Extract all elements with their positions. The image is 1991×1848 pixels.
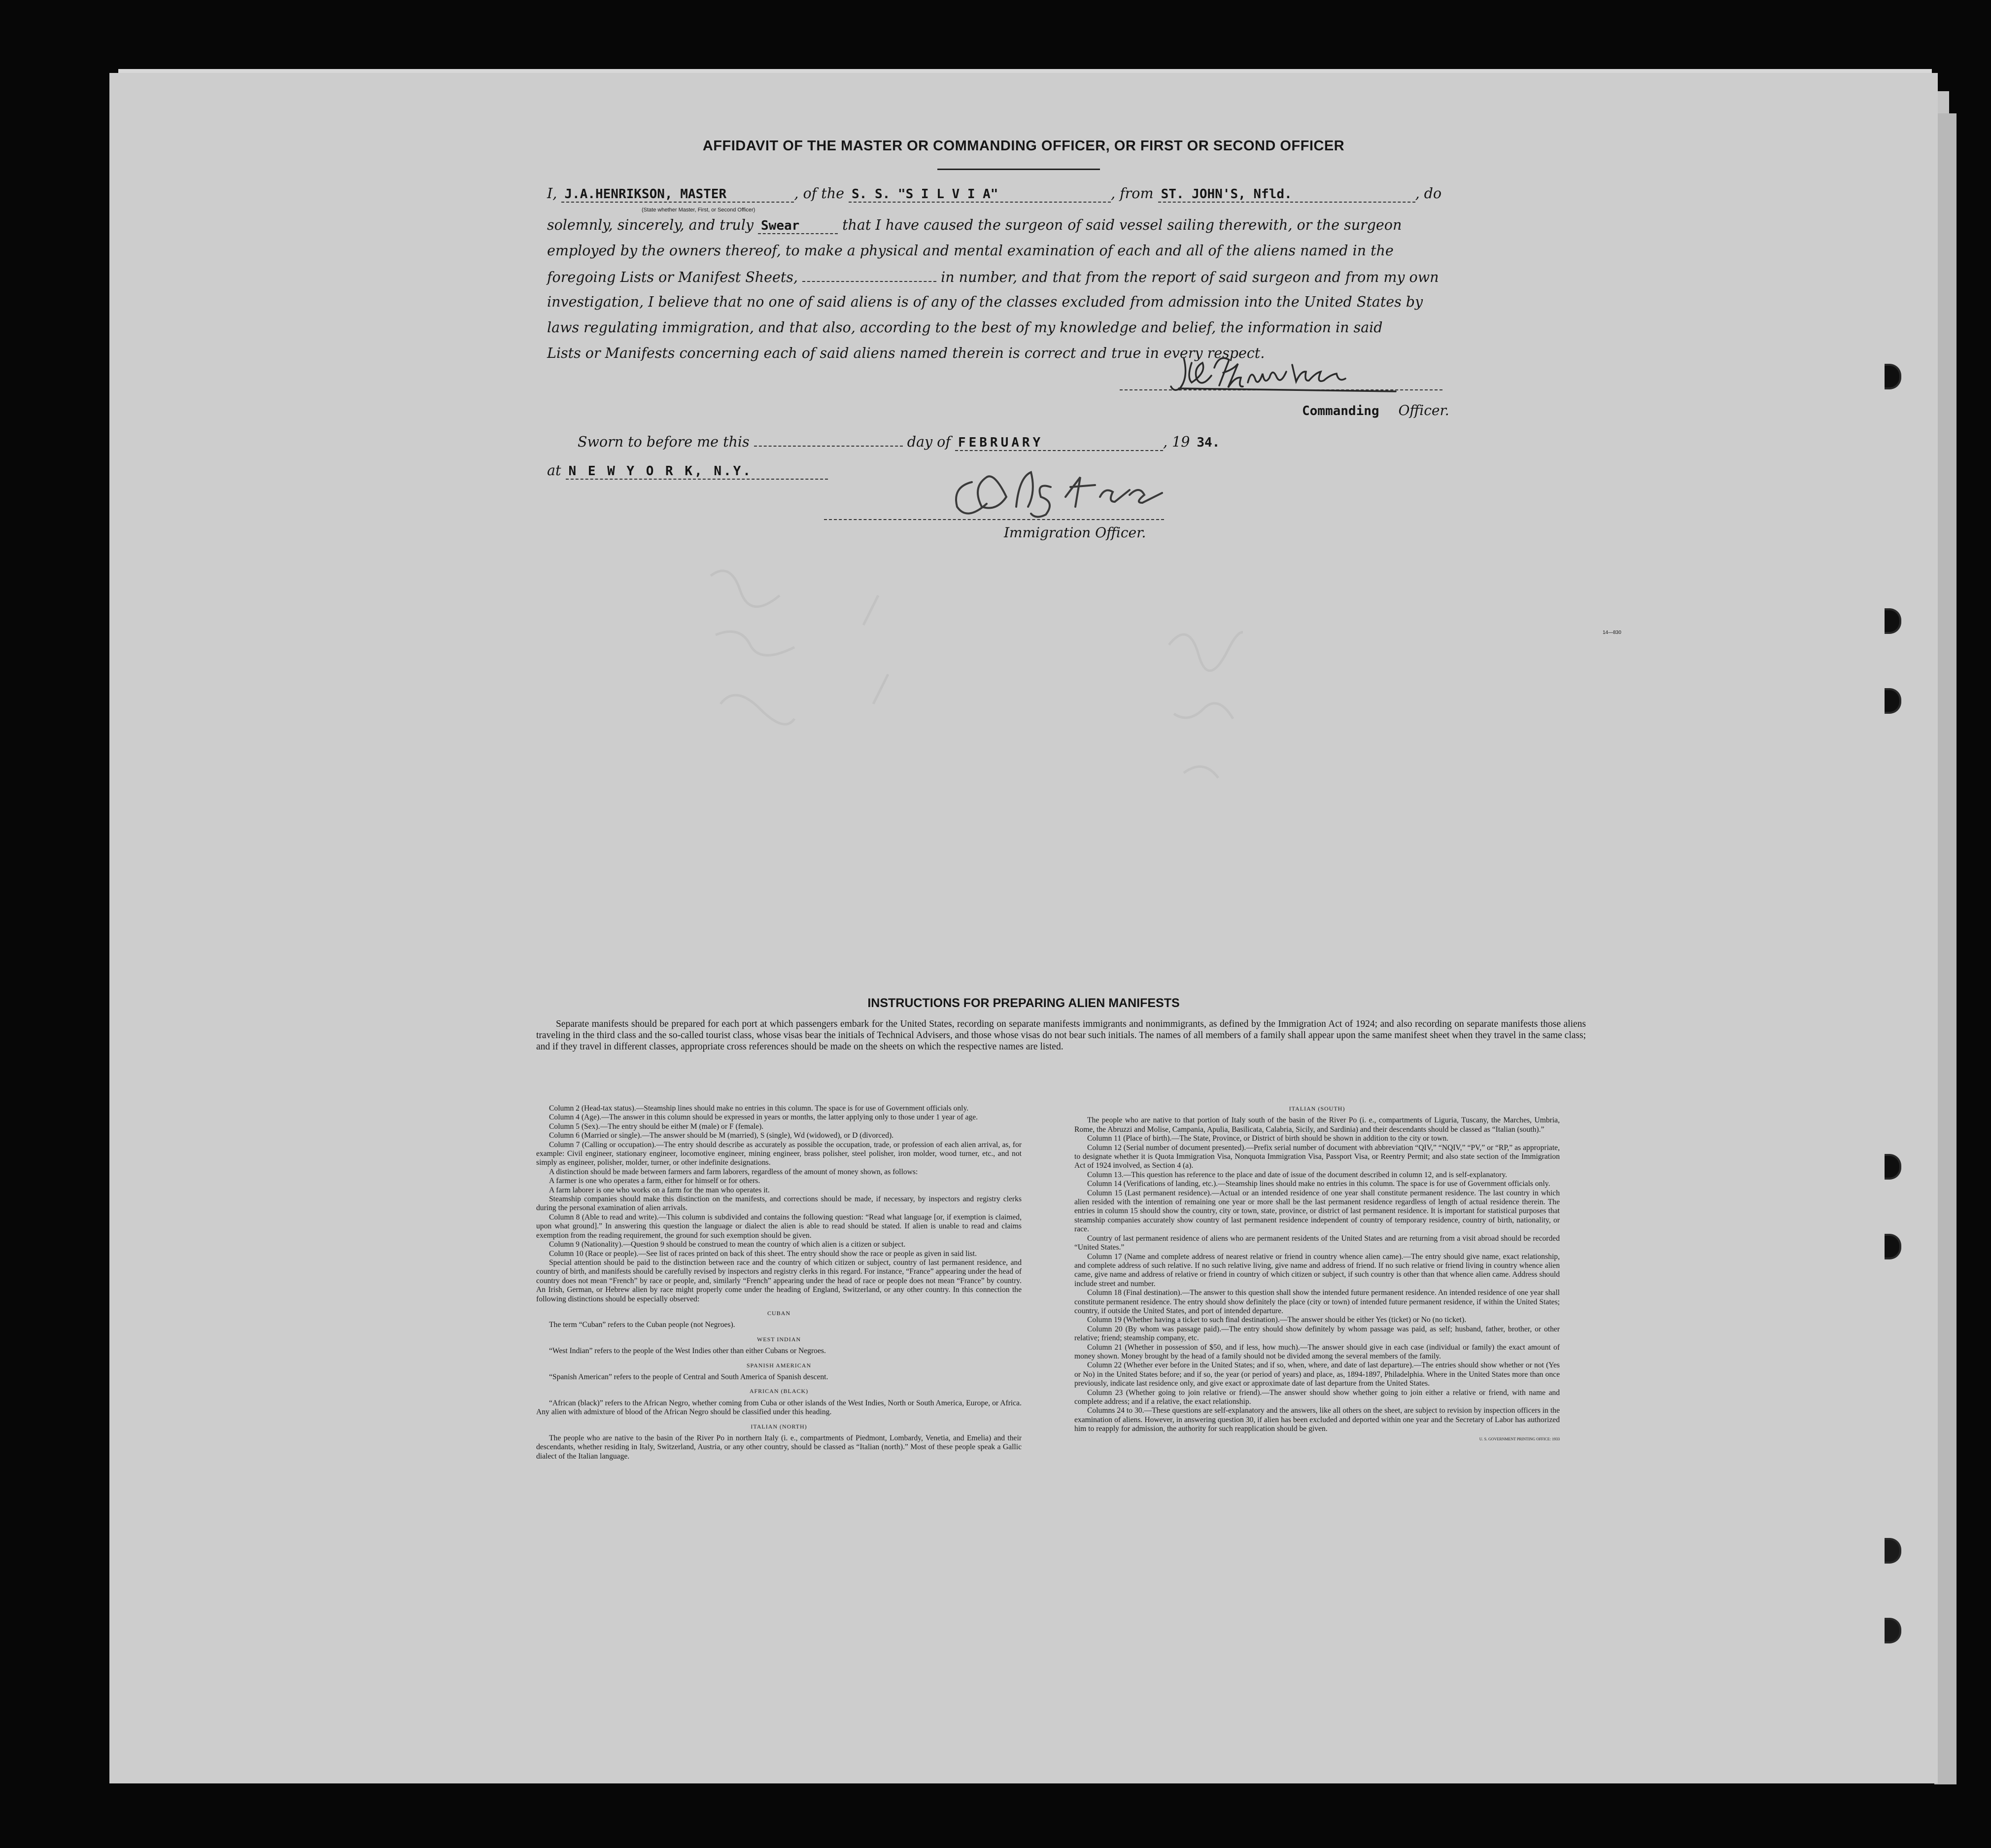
west-indian-definition: “West Indian” refers to the people of the West Indies other than either Cubans or Negroes. bbox=[549, 1347, 826, 1356]
commanding-officer-label bbox=[1302, 402, 1449, 418]
binder-hole-7 bbox=[1885, 1618, 1901, 1643]
column-12-note: Column 12 (Serial number of document presented).—Prefix serial number of document with abbreviation “QIV,” “NQIV,” “PV,” or “RP,” as appropriate, to designate whether it is Quota Immigration Visa, Nonquota Immigration Visa, Passport Visa, or Reentry Permit; and also state section of the Immigration Act of 1924 involved, as Section 4 (a). bbox=[1074, 1143, 1560, 1170]
affidavit-line-3: employed by the owners thereof, to make a physical and mental examination of each and all of the aliens named in the bbox=[547, 243, 1394, 259]
column-14-note: Column 14 (Verifications of landing, etc.).—Steamship lines should make no entries in this column. The space is for use of Government officials only. bbox=[1087, 1180, 1550, 1188]
printing-office-imprint: U. S. GOVERNMENT PRINTING OFFICE: 1933 bbox=[1479, 1436, 1560, 1441]
affidavit-title: AFFIDAVIT OF THE MASTER OR COMMANDING OFFICER, OR FIRST OR SECOND OFFICER bbox=[702, 138, 1345, 154]
master-name-field: J.A.HENRIKSON, MASTER bbox=[561, 187, 794, 203]
at-text: at bbox=[547, 462, 561, 479]
of-the-text: , of the bbox=[794, 185, 844, 202]
binder-hole-4 bbox=[1885, 1154, 1901, 1180]
column-20-note: Column 20 (By whom was passage paid).—The entry should show definitely by whom passage was paid, as self; husband, father, brother, or other relative; friend; steamship company, etc. bbox=[1074, 1325, 1560, 1343]
affidavit-text-4b: in number, and that from the report of said surgeon and from my own bbox=[941, 269, 1439, 285]
officer-rank-field: Commanding bbox=[1302, 404, 1379, 418]
affidavit-text-2b: that I have caused the surgeon of said vessel sailing therewith, or the surgeon bbox=[842, 217, 1402, 233]
column-17-note: Column 17 (Name and complete address of nearest relative or friend in country whence alien came).—The entry should give name, exact relationship, and complete address of such relative. If no such relative living, give name and address of friend. If no such relative or friend living in country whence alien came, give name and address of relative or friend in country of which citizen or subject, if such country is other than that whence alien came. Address should include street and number. bbox=[1074, 1252, 1560, 1288]
columns-24-30-note: Columns 24 to 30.—These questions are self-explanatory and the answers, like all others on the sheet, are subject to revision by inspection officers in the examination of aliens. However, in answering question 30, if alien has been excluded and deported within one year and the Secretary of Labor has authorized him to reapply for admission, the authority for such reapplication should be given. bbox=[1074, 1406, 1560, 1433]
column-18-note: Column 18 (Final destination).—The answer to this question shall show the intended future permanent residence. An intended residence of one year shall constitute permanent residence. The entry should show definitely the place (city or town) of intended future permanent residence, if within the United States; country, if outside the United States, and port of intended departure. bbox=[1074, 1289, 1560, 1315]
column-11-note: Column 11 (Place of birth).—The State, Province, or District of birth should be shown in addition to the city or town. bbox=[1087, 1134, 1449, 1143]
binder-hole-1 bbox=[1885, 364, 1901, 389]
column-7-farmer: A farmer is one who operates a farm, either for himself or for others. bbox=[549, 1177, 760, 1186]
bleed-through-marks bbox=[701, 566, 1243, 812]
immigration-officer-label: Immigration Officer. bbox=[1004, 524, 1146, 541]
column-7-distinction: A distinction should be made between farmers and farm laborers, regardless of the amount of money shown, as follows: bbox=[549, 1167, 918, 1176]
column-21-note: Column 21 (Whether in possession of $50, and if less, how much).—The answer should give in each case (individual or family) the exact amount of money shown. Money brought by the head of a family should not be divided among the several members of the family. bbox=[1074, 1343, 1560, 1360]
column-6-note: Column 6 (Married or single).—The answer should be M (married), S (single), Wd (widowed), or D (divorced). bbox=[549, 1131, 894, 1140]
column-7-farm-laborer: A farm laborer is one who works on a farm for the man who operates it. bbox=[549, 1186, 770, 1194]
instructions-left-column bbox=[536, 1104, 1022, 1461]
immigration-officer-line bbox=[824, 518, 1164, 520]
affidavit-line-5: investigation, I believe that no one of said aliens is of any of the classes excluded from admission into the United States by bbox=[547, 294, 1423, 310]
heading-spanish-american: SPANISH AMERICAN bbox=[746, 1361, 812, 1369]
column-7-corrections: Steamship companies should make this distinction on the manifests, and corrections should be made, if necessary, by inspectors and registry clerks during the personal examination of alien arrivals. bbox=[536, 1195, 1022, 1213]
italian-south-definition: The people who are native to that portion of Italy south of the basin of the River Po (i. e., compartments of Liguria, Tuscany, the Marches, Umbria, Rome, the Abruzzi and Molise, Campania, Apulia, Basilicata, Calabria, Sicily, and Sardinia) and their descendants should be classed as “Italian (south).” bbox=[1074, 1116, 1560, 1134]
column-22-note: Column 22 (Whether ever before in the United States; and if so, when, where, and date of last departure).—The entries should show whether or not (Yes or No) in the United States before; and if so, the year (or period of years) and place, as, 1894-1897, Philadelphia. Where in the United States more than once previously, indicate last residence only, and give exact or approximate date of last departure from the United States. bbox=[1074, 1361, 1560, 1388]
from-text: , from bbox=[1111, 185, 1154, 202]
african-definition: “African (black)” refers to the African Negro, whether coming from Cuba or other islands of the West Indies, North or South America, Europe, or Africa. Any alien with admixture of blood of the African Negro should be classified under this heading. bbox=[536, 1398, 1022, 1417]
affidavit-line-1 bbox=[547, 185, 1442, 203]
column-13-note: Column 13.—This question has reference to the place and date of issue of the document described in column 12, and is self-explanatory. bbox=[1087, 1170, 1508, 1179]
oath-field: Swear bbox=[758, 218, 838, 234]
column-15-returning: Country of last permanent residence of aliens who are permanent residents of the United States and are returning from a visit abroad should be recorded “United States.” bbox=[1074, 1234, 1560, 1252]
column-10-special-attention: Special attention should be paid to the distinction between race and the country of which citizen or subject, country of last permanent residence, and country of birth, and manifests should be carefully revised by inspectors and registry clerks in this regard. For instance, “France” appearing under the head of country does not mean “French” by race or people, and, similarly “French” appearing under the head of race or people does not mean “France” by country. An Irish, German, or Hebrew alien by race might properly come under the heading of England, Switzerland, or any other country. In this connection the following distinctions should be especially observed: bbox=[536, 1258, 1022, 1303]
affidavit-line-6: laws regulating immigration, and that also, according to the best of my knowledge and belief, the information in said bbox=[547, 319, 1383, 336]
column-10-note: Column 10 (Race or people).—See list of races printed on back of this sheet. The entry should show the race or people as given in said list. bbox=[549, 1249, 977, 1258]
column-7-note: Column 7 (Calling or occupation).—The entry should describe as accurately as possible the occupation, trade, or profession of each alien arrival, as, for example: Civil engineer, stationary engineer, locomotive engineer, mining engineer, brass polisher, steel polisher, iron molder, wood turner, etc., and not simply as engineer, polisher, molder, turner, or other indefinite designations. bbox=[536, 1140, 1022, 1167]
heading-african: AFRICAN (BLACK) bbox=[749, 1388, 809, 1395]
affidavit-line-2 bbox=[547, 217, 1402, 234]
column-4-note: Column 4 (Age).—The answer in this column should be expressed in years or months, the latter applying only to those under 1 year of age. bbox=[549, 1113, 978, 1122]
sworn-day-field bbox=[754, 433, 903, 447]
instructions-right-column bbox=[1074, 1104, 1560, 1444]
do-text: , do bbox=[1415, 185, 1442, 202]
column-9-note: Column 9 (Nationality).—Question 9 should be construed to mean the country of which alien is a citizen or subject. bbox=[549, 1240, 906, 1249]
spanish-american-definition: “Spanish American” refers to the people of Central and South America of Spanish descent. bbox=[549, 1372, 828, 1381]
heading-cuban: CUBAN bbox=[767, 1309, 790, 1317]
column-2-note: Column 2 (Head-tax status).—Steamship lines should make no entries in this column. The space is for use of Government officials only. bbox=[549, 1104, 969, 1113]
sworn-text: Sworn to before me this bbox=[578, 434, 750, 450]
state-officer-note: (State whether Master, First, or Second Officer) bbox=[642, 207, 755, 213]
sworn-line bbox=[578, 433, 1220, 451]
column-19-note: Column 19 (Whether having a ticket to such final destination).—The answer should be either Yes (ticket) or No (no ticket). bbox=[1087, 1316, 1467, 1325]
day-of-text: day of bbox=[907, 434, 951, 450]
manifest-page bbox=[109, 73, 1938, 1783]
affidavit-line-7: Lists or Manifests concerning each of said aliens named therein is correct and true in every respect. bbox=[547, 345, 1265, 361]
heading-italian-south: ITALIAN (SOUTH) bbox=[1289, 1105, 1345, 1112]
column-5-note: Column 5 (Sex).—The entry should be either M (male) or F (female). bbox=[549, 1122, 764, 1131]
master-signature bbox=[1169, 353, 1406, 399]
ship-name-field: S. S. "S I L V I A" bbox=[849, 187, 1111, 203]
affidavit-line-4 bbox=[547, 268, 1439, 285]
binder-hole-6 bbox=[1885, 1538, 1901, 1564]
affidavit-text-2a: solemnly, sincerely, and truly bbox=[547, 217, 754, 233]
sworn-year-field: 34. bbox=[1197, 435, 1220, 450]
binder-hole-2 bbox=[1885, 608, 1901, 634]
title-divider bbox=[937, 169, 1100, 170]
sworn-month-field: FEBRUARY bbox=[955, 435, 1163, 451]
officer-word: Officer. bbox=[1398, 402, 1449, 418]
affidavit-i: I, bbox=[547, 185, 557, 202]
heading-west-indian: WEST INDIAN bbox=[756, 1335, 801, 1343]
sworn-place-field: N E W Y O R K, N.Y. bbox=[566, 464, 828, 480]
column-23-note: Column 23 (Whether going to join relative or friend).—The answer should show whether going to join either a relative or friend, with name and complete address; and if a relative, the exact relationship. bbox=[1074, 1388, 1560, 1406]
column-15-note: Column 15 (Last permanent residence).—Actual or an intended residence of one year shall constitute permanent residence. The last country in which alien resided with the intention of remaining one year or more shall be the last permanent residence regardless of length of actual residence therein. The entries in column 15 should show the country, city or town, state, province, or district of last permanent residence. It is important for statistical purposes that steamship companies accurately show country of last permanent residence independent of country of temporary residence, country of birth, nationality, or race. bbox=[1074, 1188, 1560, 1234]
instructions-title: INSTRUCTIONS FOR PREPARING ALIEN MANIFESTS bbox=[867, 996, 1180, 1010]
departure-port-field: ST. JOHN'S, Nfld. bbox=[1158, 187, 1415, 203]
instructions-intro: Separate manifests should be prepared for each port at which passengers embark for the United States, recording on separate manifests immigrants and nonimmigrants, as defined by the Immigration Act of 1924; and also recording on separate manifests those aliens traveling in the third class and the so-called tourist class, whose visas bear the initials of Technical Advisers, and those whose visas do not bear such initials. The names of all members of a family shall appear upon the same manifest sheet when they travel in the same class; and if they travel in different classes, appropriate cross references should be made on the sheets on which the respective names are listed. bbox=[536, 1019, 1586, 1052]
binder-hole-3 bbox=[1885, 688, 1901, 714]
binder-hole-5 bbox=[1885, 1234, 1901, 1259]
year-prefix: , 19 bbox=[1163, 434, 1190, 450]
affidavit-text-4a: foregoing Lists or Manifest Sheets, bbox=[547, 269, 798, 285]
place-line bbox=[547, 462, 828, 480]
form-number: 14—830 bbox=[1603, 630, 1621, 635]
sheet-count-field bbox=[802, 268, 936, 282]
column-8-note: Column 8 (Able to read and write).—This column is subdivided and contains the following question: “Read what language [or, if exemption is claimed, upon what ground].” In answering this question the language or dialect the alien is able to read should be stated. If alien is unable to read and claims exemption from the reading requirement, the ground for such exemption should be given. bbox=[536, 1213, 1022, 1240]
cuban-definition: The term “Cuban” refers to the Cuban people (not Negroes). bbox=[549, 1321, 735, 1329]
italian-north-definition: The people who are native to the basin of the River Po in northern Italy (i. e., compartments of Piedmont, Lombardy, Venetia, and Emelia) and their descendants, whether residing in Italy, Switzerland, Austria, or any other country, should be classed as “Italian (north).” Most of these people speak a Gallic dialect of the Italian language. bbox=[536, 1434, 1022, 1461]
heading-italian-north: ITALIAN (NORTH) bbox=[751, 1423, 807, 1430]
immigration-officer-signature bbox=[942, 467, 1268, 523]
